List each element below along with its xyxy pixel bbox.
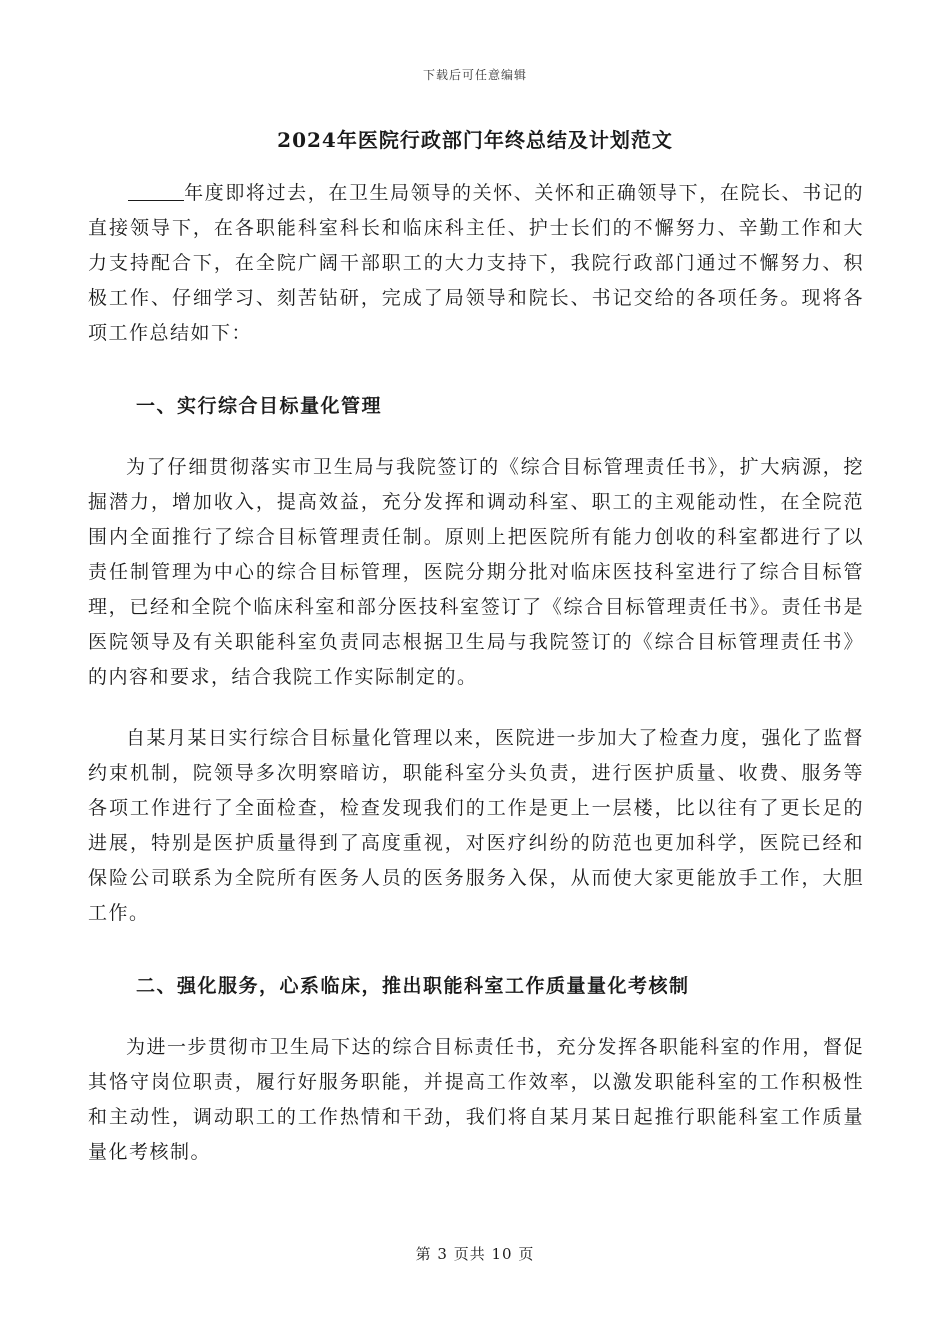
- document-title: 2024年医院行政部门年终总结及计划范文: [277, 128, 673, 152]
- fill-in-blank: [128, 182, 184, 201]
- section-1-heading: 一、实行综合目标量化管理: [136, 395, 383, 417]
- section-2-paragraph-1: 为进一步贯彻市卫生局下达的综合目标责任书，充分发挥各职能科室的作用，督促其恪守岗位职责，履行好服务职能，并提高工作效率，以激发职能科室的工作积极性和主动性，调动职工的工作热情和干劲，我们将自某月某日起推行职能科室工作质量量化考核制。: [88, 1036, 865, 1163]
- intro-text: 年度即将过去，在卫生局领导的关怀、关怀和正确领导下，在院长、书记的直接领导下，在各职能科室科长和临床科主任、护士长们的不懈努力、辛勤工作和大力支持配合下，在全院广阔干部职工的大力支持下，我院行政部门通过不懈努力、积极工作、仔细学习、刻苦钻研，完成了局领导和院长、书记交给的各项任务。现将各项工作总结如下：: [88, 182, 864, 344]
- page-number: 第 3 页共 10 页: [415, 1245, 535, 1263]
- section-2-heading: 二、强化服务，心系临床，推出职能科室工作质量量化考核制: [136, 975, 690, 997]
- section-1-paragraph-1: 为了仔细贯彻落实市卫生局与我院签订的《综合目标管理责任书》，扩大病源，挖掘潜力，增加收入，提高效益，充分发挥和调动科室、职工的主观能动性，在全院范围内全面推行了综合目标管理责任制。原则上把医院所有能力创收的科室都进行了以责任制管理为中心的综合目标管理，医院分期分批对临床医技科室进行了综合目标管理，已经和全院个临床科室和部分医技科室签订了《综合目标管理责任书》。责任书是医院领导及有关职能科室负责同志根据卫生局与我院签订的《综合目标管理责任书》的内容和要求，结合我院工作实际制定的。: [88, 456, 864, 688]
- intro-paragraph: [88, 176, 864, 351]
- document-body: [88, 176, 864, 1170]
- section-1-paragraph-2: 自某月某日实行综合目标量化管理以来，医院进一步加大了检查力度，强化了监督约束机制，院领导多次明察暗访，职能科室分头负责，进行医护质量、收费、服务等各项工作进行了全面检查，检查发现我们的工作是更上一层楼，比以往有了更长足的进展，特别是医护质量得到了高度重视，对医疗纠纷的防范也更加科学，医院已经和保险公司联系为全院所有医务人员的医务服务入保，从而使大家更能放手工作，大胆工作。: [88, 727, 865, 924]
- page-header-note: 下载后可任意编辑: [422, 68, 527, 82]
